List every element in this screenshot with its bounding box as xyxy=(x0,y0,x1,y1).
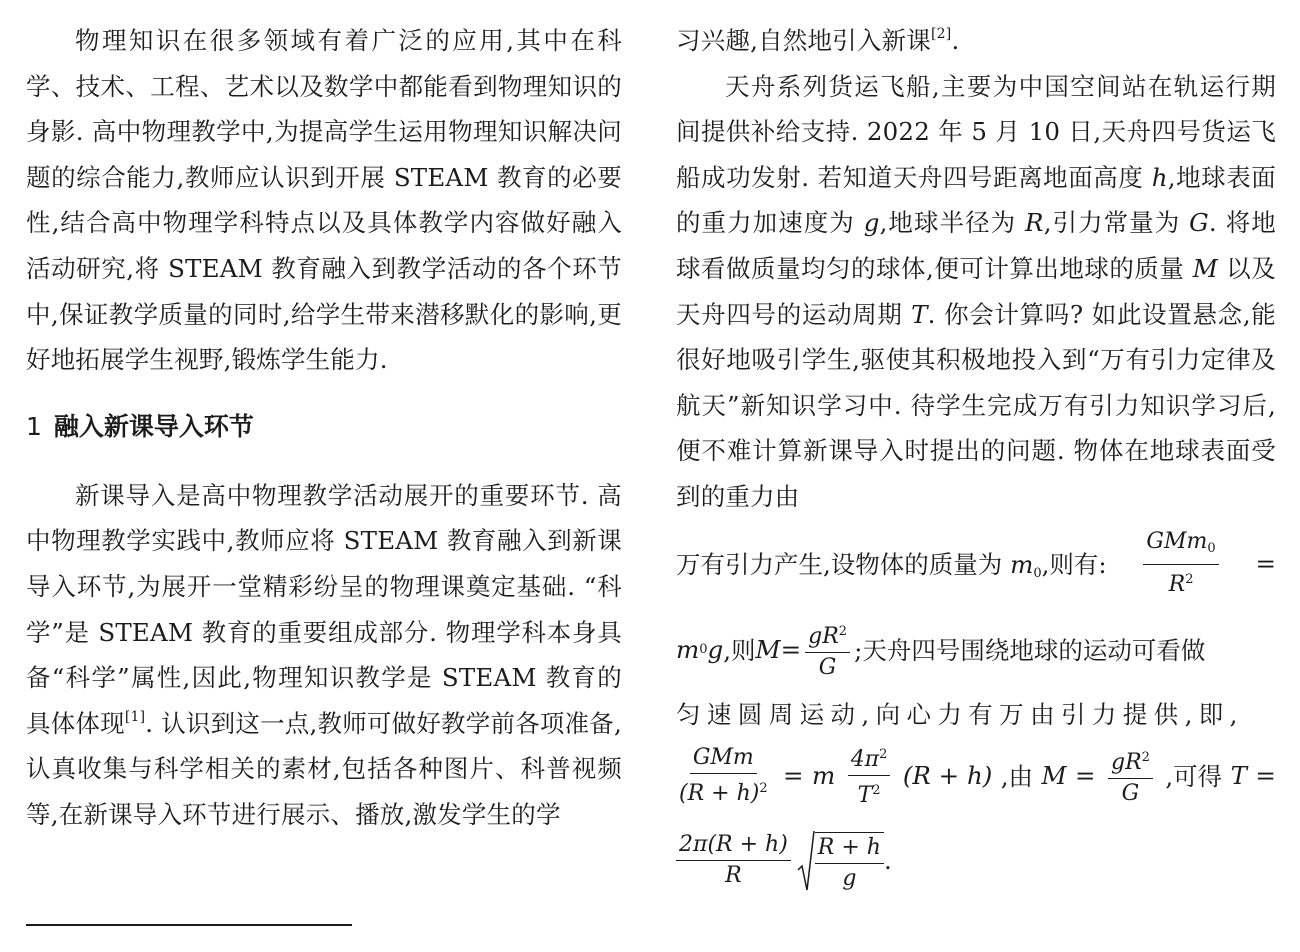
subscript: 0 xyxy=(699,642,708,658)
fraction-denominator: G xyxy=(1121,780,1140,806)
right-column xyxy=(676,18,1276,906)
numerator-text: gR xyxy=(1111,749,1142,775)
superscript: 2 xyxy=(838,623,848,639)
variable-m: M xyxy=(755,635,781,665)
variable-h: h xyxy=(1151,162,1168,192)
fraction-numerator xyxy=(848,742,891,776)
expression-r-plus-h: (R + h) xyxy=(902,761,993,791)
fraction-denominator xyxy=(676,774,771,807)
paragraph-continued xyxy=(676,18,1276,64)
square-root xyxy=(797,830,884,892)
fraction-gr2-over-g xyxy=(805,619,850,681)
paragraph-text: 天舟系列货运飞船,主要为中国空间站在轨运行期间提供补给支持. 2022 年 5 月 10 日,天舟四号货运飞船成功发射. 若知道天舟四号距离地面高度 xyxy=(676,71,1276,192)
variable-r: R xyxy=(1025,208,1044,238)
superscript: 2 xyxy=(759,780,768,796)
paragraph-text: ;天舟四号围绕地球的运动可看做 xyxy=(854,636,1206,666)
equals-sign: = xyxy=(1075,761,1096,791)
superscript: 2 xyxy=(1185,572,1194,588)
variable-m: M xyxy=(1192,253,1218,283)
citation-2: [2] xyxy=(931,26,952,42)
variable-t: T xyxy=(1230,761,1247,791)
variable-m: M xyxy=(1041,761,1067,791)
numerator-text: gR xyxy=(808,623,839,649)
period: . xyxy=(883,846,892,876)
fraction-4pi2-over-t2 xyxy=(848,742,891,809)
fraction-denominator: G xyxy=(818,654,837,680)
paragraph-text: ,可得 xyxy=(1165,762,1223,792)
fraction-rh-over-g xyxy=(815,835,884,892)
variable-m0: m xyxy=(676,635,700,665)
footnote-rule xyxy=(26,924,352,926)
paragraph-tianzhou xyxy=(676,64,1276,520)
fraction-denominator xyxy=(1166,565,1197,598)
numerator-text: 4π xyxy=(850,747,880,773)
section-heading xyxy=(26,407,622,447)
equals-sign: = xyxy=(1255,761,1276,791)
equals-sign: = xyxy=(783,761,804,791)
radicand xyxy=(815,832,884,892)
fraction-denominator: R xyxy=(725,863,742,889)
superscript: 2 xyxy=(1141,749,1150,765)
fraction-numerator: 2π(R + h) xyxy=(676,832,791,861)
superscript: 2 xyxy=(879,747,888,763)
fraction-denominator: g xyxy=(842,865,857,891)
paragraph-text: . xyxy=(951,26,960,55)
variable-big-g: G xyxy=(1189,208,1209,238)
fraction-numerator: R + h xyxy=(815,835,884,864)
paragraph-text: . 认识到这一点,教师可做好教学前各项准备,认真收集与科学相关的素材,包括各种图片、科普视频等,在新课导入环节进行展示、播放,激发学生的学 xyxy=(26,708,622,829)
citation-1: [1] xyxy=(124,708,146,725)
section-number: 1 xyxy=(26,411,42,441)
variable-g: g xyxy=(863,208,880,238)
fraction-gmm0-over-r2 xyxy=(1143,529,1218,598)
paragraph-text: . 你会计算吗? 如此设置悬念,能很好地吸引学生,驱使其积极地投入到“万有引力定律及航天”新知识学习中. 待学生完成万有引力知识学习后,便不难计算新课导入时提出的问题. 物体在地球表面受到的重力由 xyxy=(676,299,1277,511)
section-title: 融入新课导入环节 xyxy=(53,411,254,441)
paragraph-text: ,地球半径为 xyxy=(879,208,1026,238)
fraction-numerator xyxy=(1143,529,1218,565)
equals-sign: = xyxy=(1255,549,1276,579)
equation-line-4 xyxy=(676,816,1276,906)
paragraph-text: ,则 xyxy=(723,636,756,666)
paragraph-text: ,地球表面的重力加速度为 xyxy=(676,162,1276,238)
paragraph-text: ,由 xyxy=(1000,762,1034,792)
paragraph-text: . 将地球看做质量均匀的球体,便可计算出地球的质量 xyxy=(676,208,1276,283)
equals-sign: = xyxy=(780,635,802,665)
fraction-2pi-rh-over-r xyxy=(676,832,791,889)
subscript: 0 xyxy=(1207,541,1216,557)
fraction-numerator xyxy=(805,619,850,653)
variable-t: T xyxy=(911,299,928,329)
denominator-text: (R + h) xyxy=(679,780,760,806)
paragraph-text: 万有引力产生,设物体的质量为 xyxy=(676,550,1011,580)
paragraph-intro: 物理知识在很多领域有着广泛的应用,其中在科学、技术、工程、艺术以及数学中都能看到物理知识的身影. 高中物理教学中,为提高学生运用物理知识解决问题的综合能力,教师应认识到开展 STEAM 教育的必要性,结合高中物理学科特点以及具体教学内容做好融入活动研究,将 STEAM 教育融入到教学活动的各个环节中,保证教学质量的同时,给学生带来潜移默化的影响,更好地拓展学生视野,锻炼学生能力. xyxy=(26,26,622,375)
denominator-text: T xyxy=(857,783,873,809)
paragraph-text: ,引力常量为 xyxy=(1043,208,1190,238)
subscript: 0 xyxy=(1033,566,1042,582)
superscript: 2 xyxy=(872,783,881,799)
paragraph-text: 新课导入是高中物理教学活动展开的重要环节. 高中物理教学实践中,教师应将 STEAM 教育融入到新课导入环节,为展开一堂精彩纷呈的物理课奠定基础. “科学”是 STEAM 教育的重要组成部分. 物理学科本身具备“科学”属性,因此,物理知识教学是 STEAM 教育的具体体现 xyxy=(26,480,622,738)
fraction-numerator: GMm xyxy=(690,745,757,774)
paragraph-text: 以及天舟四号的运动周期 xyxy=(676,253,1276,329)
radical-sign-icon xyxy=(797,830,815,892)
paragraph-text: 匀速圆周运动,向心力有万由引力提供,即, xyxy=(676,700,1244,730)
equation-line-1 xyxy=(676,520,1276,608)
fraction-gr2-over-g xyxy=(1108,745,1153,807)
equation-line-2 xyxy=(676,608,1276,692)
paragraph-new-lesson xyxy=(26,473,622,838)
variable-g: g xyxy=(707,635,724,665)
paragraph-text: 习兴趣,自然地引入新课 xyxy=(676,26,931,55)
variable-m0: m xyxy=(1010,550,1034,580)
paragraph-text: ,则有: xyxy=(1041,550,1107,580)
fraction-numerator xyxy=(1108,745,1153,779)
equation-text xyxy=(676,546,1107,581)
left-column xyxy=(26,18,622,838)
denominator-text: R xyxy=(1168,572,1186,598)
fraction-denominator xyxy=(855,776,884,809)
fraction-gmm-over-rh2 xyxy=(676,745,771,807)
equation-line-3 xyxy=(676,736,1276,816)
text-line xyxy=(676,692,1276,736)
variable-m: m xyxy=(812,761,836,791)
numerator-text: GMm xyxy=(1146,529,1208,555)
